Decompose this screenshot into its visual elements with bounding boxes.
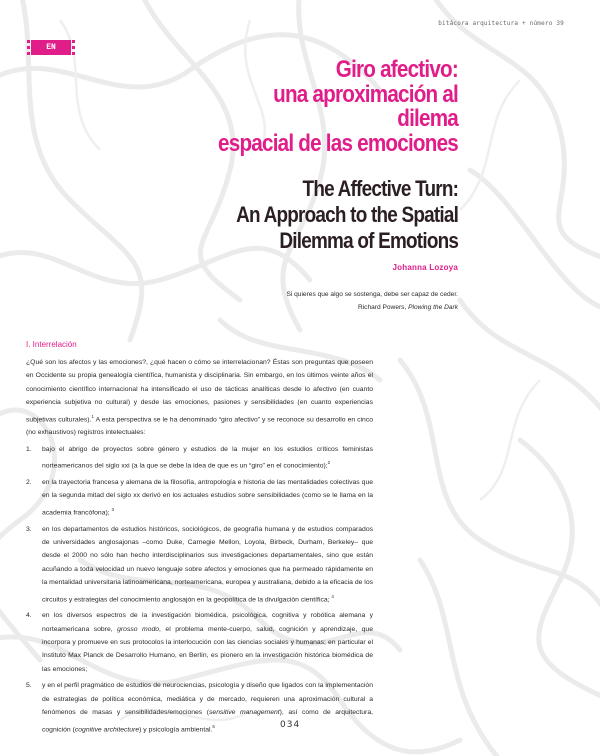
list-item-text: en la trayectoria francesa y alemana de la filosofía, antropología e historia de las mentalidades colectivas que en la segunda mitad del siglo xx derivó en los actuales estudios sobre sensibilidades (como se le llama en la academia francófona); (42, 479, 373, 517)
title-english-line: Dilemma of Emotions (279, 228, 458, 253)
footnote-ref: 5 (212, 723, 215, 729)
list-item (26, 679, 373, 736)
title-english-line: The Affective Turn: (302, 176, 458, 201)
footnote-ref: 4 (331, 593, 334, 599)
title-spanish-line: espacial de las emociones (218, 129, 458, 157)
author-name: Johanna Lozoya (392, 263, 458, 272)
list-number: 4. (26, 612, 32, 620)
list-item-text: en los departamentos de estudios históricos, sociológicos, de geografía humana y de estudios comparados de universidades anglosajonas –como Duke, Carnegie Mellon, Loyola, Birbeck, Durham, Berkeley– que desde el 2000 no sólo han hecho interdisciplinarios sus investigaciones departamentales, sino que están acuñando a toda velocidad un nuevo lenguaje sobre afectos y emociones que ha permeado rápidamente en la mentalidad universitaria latinoamericana, norteamericana, europea y australiana, debido a la eficacia de los circuitos y estrategias del conocimiento anglosajón en la geopolítica de la divulgación científica; (42, 525, 373, 603)
epigraph-work: Plowing the Dark (408, 304, 458, 311)
list-number: 2. (26, 479, 32, 487)
list-item-text: y en el perfil pragmático de estudios de neurociencias, psicología y diseño que ligados con la implementación de estrategias de política económica, mediática y de mercado, requieren una aproximación cultural a fenómenos de masas y sensibilidades/emociones ( (42, 682, 373, 717)
list-item-text: bajo el abrigo de proyectos sobre género y estudios de la mujer en los estudios críticos feministas norteamericanos del siglo xxi (a la que se debe la idea de que es un “giro” en el conocimiento); (42, 446, 373, 470)
list-item (26, 523, 373, 607)
list-number: 3. (26, 525, 32, 533)
list-item (26, 443, 373, 473)
page-number: 034 (280, 720, 301, 730)
title-spanish-line: Giro afectivo: (335, 56, 458, 83)
intro-text-tail: A esta perspectiva se le ha denominado “giro afectivo” y se reconoce su desarrollo en cinco (no exhaustivos) registros intelectuales: (26, 415, 373, 437)
title-spanish-line: una aproximación al (273, 80, 458, 108)
title-english-line: An Approach to the Spatial (235, 202, 458, 227)
list-number: 5. (26, 682, 32, 690)
list-item (26, 476, 373, 519)
intro-text: ¿Qué son los afectos y las emociones?, ¿qué hacen o cómo se interrelacionan? Éstas son preguntas que poseen en Occidente su propia genealogía científica, humanista y disciplinaria. Sin embargo, en los últimos veinte años el conocimiento científico internacional ha intensificado el uso de tácticas analíticas desde lo afectivo (en cuanto experiencia subjetiva no cultural) y desde las emociones, pasiones y sensibilidades (en cuanto experiencias subjetivas culturales). (26, 359, 373, 423)
list-item-emphasis: cognitive architecture (74, 725, 140, 733)
title-english (236, 176, 458, 254)
language-badge-label: EN (46, 43, 56, 52)
list-item-emphasis: grosso modo (117, 625, 160, 633)
list-item-emphasis: sensitive management (209, 709, 280, 717)
epigraph-quote: Si quieres que algo se sostenga, debe ser capaz de ceder. (286, 291, 458, 298)
epigraph-attribution (286, 301, 458, 314)
registers-list (26, 443, 373, 739)
list-item-text: , el problema mente-cuerpo, salud, cognición y aprendizaje, que incorpora y promueve en sus protocolos la interlocución con las ciencias sociales y humanas; en particular el Instituto Max Planck de Desarrollo Humano, en Berlín, es pionero en la investigación histórica biomédica de las emociones; (42, 625, 373, 673)
running-head: bitácora arquitectura + número 39 (438, 20, 564, 27)
section-heading: I. Interrelación (26, 340, 77, 349)
intro-paragraph (26, 356, 373, 440)
language-badge (26, 38, 76, 57)
epigraph-author: Richard Powers, (357, 304, 407, 311)
list-number: 1. (26, 446, 32, 453)
list-item (26, 609, 373, 676)
footnote-ref: 3 (111, 506, 115, 512)
footnote-ref: 2 (327, 460, 331, 466)
list-item-text: en los diversos espectros de la investigación biomédica, psicológica, cognitiva y robótica alemana y norteamericana sobre, (42, 612, 373, 633)
title-spanish-line: dilema (397, 105, 458, 132)
title-spanish (218, 58, 458, 156)
list-item-text: ) y psicología ambiental. (139, 725, 213, 733)
epigraph (286, 288, 458, 314)
footnote-ref: 1 (91, 413, 94, 419)
list-item-text: ), así como de arquitectura, cognición ( (42, 709, 373, 733)
